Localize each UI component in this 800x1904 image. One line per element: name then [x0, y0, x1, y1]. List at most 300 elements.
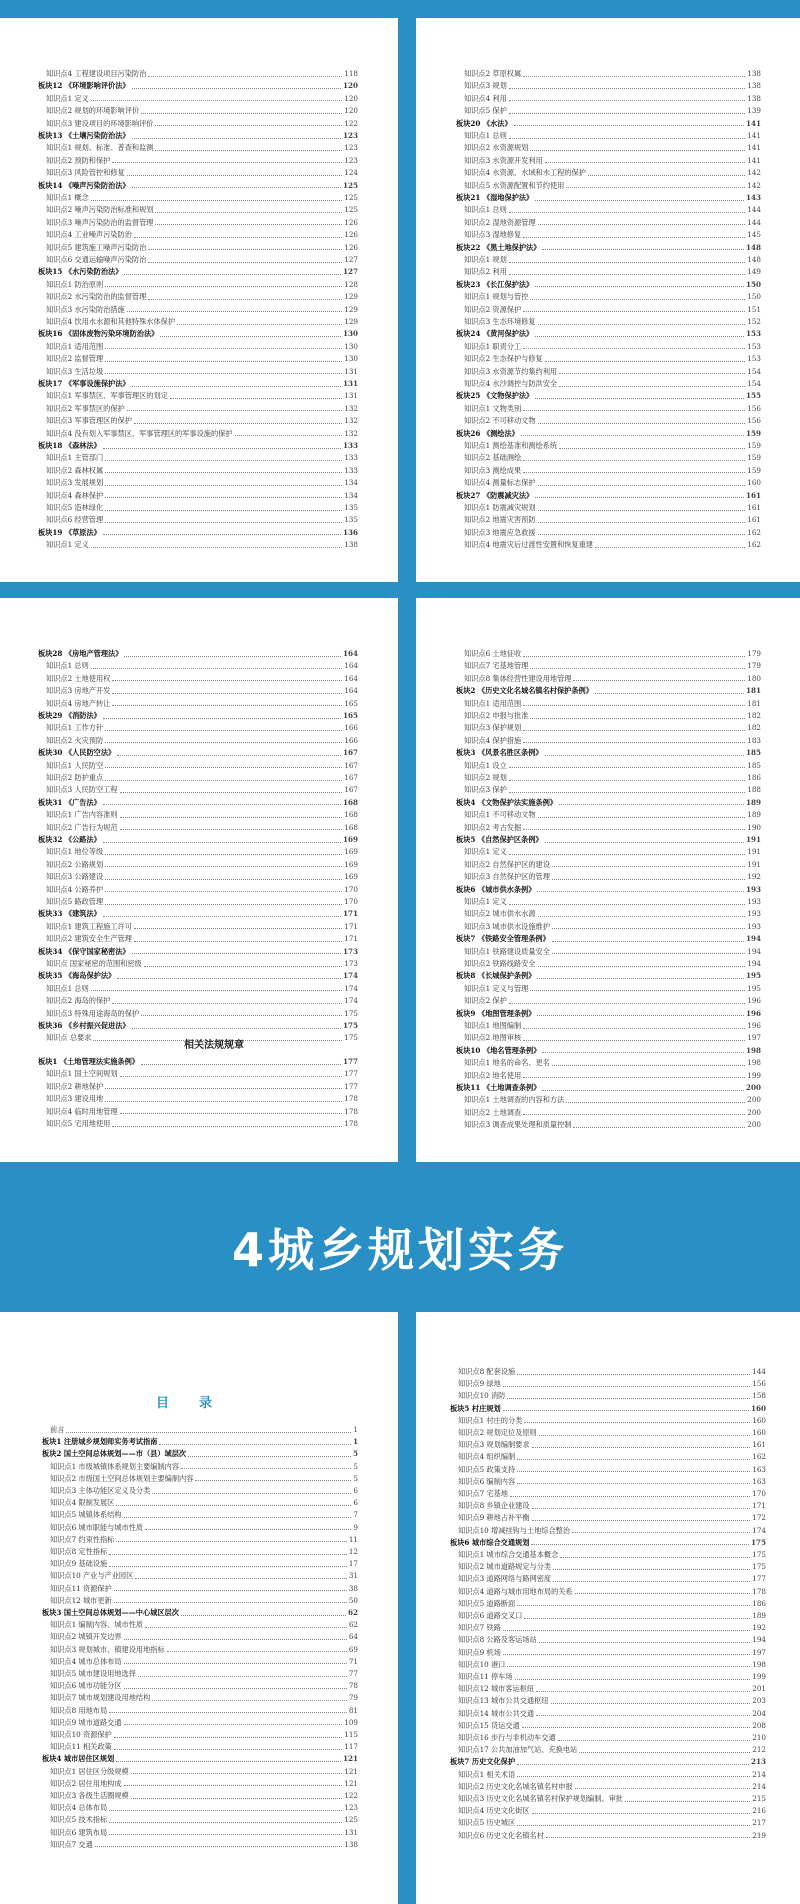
toc-entry-row: [38, 896, 358, 908]
toc-entry-row: [42, 1534, 358, 1546]
toc-entry-title: 知识点1 总则: [46, 661, 89, 671]
toc-page-number: 170: [752, 1489, 766, 1498]
toc-entry-title: 知识点2 海岛的保护: [46, 996, 111, 1006]
toc-page-number: 180: [747, 673, 761, 683]
toc-entry-row: [42, 1583, 358, 1595]
dot-leader: [523, 76, 745, 77]
toc-entry-row: [456, 710, 761, 722]
toc-entry-row: [38, 809, 358, 821]
dot-leader: [538, 485, 746, 486]
toc-entry-title: 知识点2 资源保护: [464, 304, 522, 314]
toc-entry-row: [450, 1659, 766, 1671]
toc-page-number: 160: [750, 1403, 766, 1413]
toc-page-number: 164: [344, 673, 358, 683]
toc-page-number: 162: [747, 527, 761, 537]
toc-section-row: [456, 242, 761, 254]
toc-section-row: [38, 440, 358, 452]
dot-leader: [105, 879, 342, 880]
toc-entry-row: [450, 1781, 766, 1793]
toc-page-number: 166: [344, 735, 358, 745]
toc-section-row: [456, 428, 761, 440]
toc-entry-title: 知识点3 地震应急救援: [464, 527, 536, 537]
toc-page-number: 127: [342, 267, 358, 277]
toc-entry-row: [456, 217, 761, 229]
toc-page-number: 141: [747, 143, 761, 153]
toc-entry-row: [450, 1634, 766, 1646]
toc-page-number: 132: [344, 428, 358, 438]
dot-leader: [560, 1557, 750, 1558]
toc-entry-title: 知识点4 限制发展区: [50, 1498, 115, 1508]
toc-entry-row: [42, 1631, 358, 1643]
dot-leader: [105, 891, 342, 892]
dot-leader: [167, 1651, 347, 1652]
toc-entry-row: [42, 1644, 358, 1656]
toc-section-row: [38, 328, 358, 340]
toc-page-number: 178: [344, 1119, 358, 1128]
toc-entry-title: 知识点1 编制内容、城市性质: [50, 1620, 144, 1630]
toc-page-number: 210: [752, 1733, 766, 1742]
toc-entry-row: [38, 846, 358, 858]
dot-leader: [507, 1398, 750, 1399]
toc-page-number: 153: [745, 329, 761, 339]
toc-section-row: [38, 908, 358, 920]
toc-section-row: [456, 1082, 761, 1094]
toc-entry-title: 知识点4 房地产转让: [46, 698, 111, 708]
toc-entry-title: 知识点1 土地调查的内容和方法: [464, 1095, 565, 1105]
toc-page-number: 138: [344, 540, 358, 550]
dot-leader: [105, 361, 342, 362]
toc-entry-row: [450, 1427, 766, 1439]
toc-entry-title: 知识点4 水资源、水域和水工程的保护: [464, 168, 586, 178]
toc-page-number: 195: [745, 971, 761, 981]
toc-entry-title: 知识点1 设立: [464, 760, 507, 770]
toc-page-number: 194: [752, 1635, 766, 1645]
toc-entry-title: 板块1 注册城乡规划师实务考试指南: [42, 1437, 158, 1447]
toc-entry-row: [456, 722, 761, 734]
toc-entry-title: 知识点3 噪声污染防治的监督管理: [46, 217, 154, 227]
toc-page-number: 133: [342, 441, 358, 450]
toc-entry-title: 知识点6 经营管理: [46, 515, 104, 525]
toc-entry-row: [42, 1497, 358, 1509]
toc-entry-title: 板块27 《防震减灾法》: [456, 490, 534, 500]
toc-page-number: 135: [344, 515, 358, 525]
dot-leader: [155, 150, 342, 151]
toc-page-number: 179: [747, 661, 761, 671]
toc-entry-title: 知识点5 政策支持: [458, 1464, 516, 1474]
toc-entry-title: 板块2 国土空间总体规划——市（县）域层次: [42, 1449, 187, 1459]
toc-entry-row: [38, 983, 358, 995]
toc-entry-row: [38, 192, 358, 204]
dot-leader: [517, 1459, 750, 1460]
toc-entry-title: 知识点2 军事禁区的保护: [46, 403, 125, 413]
toc-entry-row: [42, 1558, 358, 1570]
toc-page-6: [416, 1312, 800, 1904]
toc-entry-title: 知识点10 产业与产业园区: [50, 1571, 134, 1581]
dot-leader: [545, 361, 746, 362]
toc-page-number: 214: [752, 1781, 766, 1791]
dot-leader: [117, 978, 341, 979]
toc-entry-title: 板块28 《房地产管理法》: [38, 649, 123, 658]
toc-entry-title: 知识点2 市级国土空间总体规划主要编制内容: [50, 1473, 194, 1483]
toc-entry-title: 知识点3 城市供水设施维护: [464, 921, 550, 931]
toc-entry-row: [456, 673, 761, 685]
toc-entry-row: [42, 1778, 358, 1790]
dot-leader: [91, 547, 342, 548]
toc-page-number: 168: [342, 797, 358, 807]
toc-entry-title: 知识点2 城市道路规定与分类: [458, 1562, 552, 1572]
toc-section-row: [456, 279, 761, 291]
dot-leader: [127, 175, 343, 176]
toc-page-number: 182: [747, 711, 761, 720]
toc-entry-title: 知识点1 不可移动文物: [464, 810, 536, 820]
toc-page-number: 133: [344, 465, 358, 475]
toc-entry-row: [456, 539, 761, 551]
toc-entry-title: 知识点3 各级生活圈规模: [50, 1791, 129, 1800]
toc-entry-row: [450, 1366, 766, 1378]
toc-entry-row: [456, 68, 761, 80]
toc-entry-row: [38, 871, 358, 883]
dot-leader: [112, 162, 342, 163]
dot-leader: [105, 373, 342, 374]
dot-leader: [124, 1785, 343, 1786]
dot-leader: [105, 522, 342, 523]
toc-entry-row: [38, 142, 358, 154]
toc-entry-title: 知识点1 定义: [464, 897, 507, 906]
toc-page-number: 154: [747, 366, 761, 376]
toc-entry-row: [38, 477, 358, 489]
toc-entry-row: [450, 1732, 766, 1744]
toc-page-number: 161: [747, 503, 761, 512]
dot-leader: [120, 1113, 343, 1114]
toc-page-number: 156: [747, 403, 761, 413]
toc-entry-title: 知识点1 防震减灾规划: [464, 503, 536, 512]
toc-page-number: 126: [344, 230, 358, 240]
toc-entry-title: 知识点5 宅用地使用: [46, 1119, 111, 1128]
toc-entry-row: [456, 465, 761, 477]
toc-entry-title: 知识点3 建设用地: [46, 1094, 104, 1104]
toc-page-number: 5: [353, 1461, 358, 1471]
toc-entry-title: 知识点4 水沙调控与防洪安全: [464, 379, 558, 388]
toc-page-number: 132: [344, 403, 358, 413]
dot-leader: [112, 705, 342, 706]
toc-entry-title: 知识点3 自然保护区的管理: [464, 872, 550, 882]
toc-page-number: 153: [747, 354, 761, 364]
toc-page-number: 11: [348, 1534, 358, 1544]
dot-leader: [159, 1444, 351, 1445]
toc-entry-row: [456, 983, 761, 995]
toc-entry-row: [456, 93, 761, 105]
dot-leader: [131, 1798, 343, 1799]
toc-entry-title: 知识点1 主管部门: [46, 453, 104, 463]
toc-entry-row: [450, 1549, 766, 1561]
toc-page-number: 196: [747, 1021, 761, 1030]
toc-entry-title: 知识点1 地图编制: [464, 1021, 522, 1030]
toc-entry-row: [38, 660, 358, 672]
toc-entry-title: 知识点1 文物类别: [464, 403, 522, 413]
toc-entry-row: [38, 722, 358, 734]
dot-leader: [538, 817, 746, 818]
toc-entry-title: 板块6 《城市供水条例》: [456, 884, 536, 894]
toc-entry-title: 知识点1 市级城镇体系规划主要编制内容: [50, 1461, 180, 1471]
toc-page-number: 5: [353, 1473, 358, 1483]
dot-leader: [538, 522, 746, 523]
toc-entry-title: 知识点2 公路规划: [46, 859, 104, 869]
toc-entry-row: [42, 1656, 358, 1668]
toc-page-number: 130: [344, 341, 358, 351]
dot-leader: [120, 817, 343, 818]
toc-page-number: 163: [752, 1476, 766, 1486]
dot-leader: [538, 916, 746, 917]
dot-leader: [559, 386, 745, 387]
toc-entry-row: [456, 229, 761, 241]
toc-page-number: 135: [344, 503, 358, 512]
dot-leader: [532, 1520, 751, 1521]
dot-leader: [148, 299, 342, 300]
toc-entry-title: 知识点 总要求: [46, 1033, 92, 1043]
toc-page-number: 138: [747, 81, 761, 91]
toc-page-number: 192: [747, 872, 761, 882]
toc-entry-title: 知识点2 申报与批准: [464, 711, 529, 720]
toc-entry-row: [38, 502, 358, 514]
dot-leader: [134, 423, 342, 424]
dot-leader: [509, 88, 745, 89]
toc-page-number: 121: [344, 1778, 358, 1788]
toc-entry-row: [456, 353, 761, 365]
toc-page-number: 192: [752, 1623, 766, 1633]
toc-section-row: [38, 747, 358, 759]
toc-entry-title: 知识点9 城市道路交通: [50, 1717, 122, 1727]
dot-leader: [503, 1654, 750, 1655]
toc-entry-title: 知识点5 路政管理: [46, 897, 104, 906]
toc-entry-title: 知识点6 编制内容: [458, 1476, 516, 1486]
toc-entry-title: 知识点2 耕地保护: [46, 1081, 104, 1091]
toc-page-number: 171: [752, 1501, 766, 1511]
toc-page-number: 168: [344, 810, 358, 820]
toc-entry-title: 知识点6 城市职能与城市性质: [50, 1522, 144, 1532]
dot-leader: [120, 1076, 343, 1077]
dot-leader: [530, 990, 745, 991]
toc-entry-title: 知识点6 建筑布局: [50, 1827, 108, 1837]
toc-entry-title: 知识点8 集体经营性建设用地管理: [464, 673, 572, 683]
dot-leader: [195, 1480, 351, 1481]
toc-entry-row: [450, 1586, 766, 1598]
toc-page-number: 12: [348, 1547, 358, 1556]
toc-entry-row: [38, 353, 358, 365]
toc-entry-title: 知识点1 建筑工程施工许可: [46, 921, 132, 931]
toc-entry-row: [456, 527, 761, 539]
toc-entry-row: [42, 1680, 358, 1692]
toc-entry-title: 知识点5 保护: [464, 106, 507, 116]
toc-entry-row: [38, 105, 358, 117]
dot-leader: [95, 1846, 342, 1847]
toc-entry-title: 知识点4 没有划入军事禁区、军事管理区的军事设施的保护: [46, 428, 233, 438]
dot-leader: [103, 916, 341, 917]
toc-entry-title: 知识点5 道路断面: [458, 1598, 516, 1608]
dot-leader: [566, 187, 745, 188]
dot-leader: [552, 928, 745, 929]
toc-entry-row: [42, 1424, 358, 1436]
toc-entry-title: 知识点1 相关术语: [458, 1769, 516, 1779]
toc-entry-row: [38, 772, 358, 784]
toc-entry-row: [38, 229, 358, 241]
toc-page-number: 129: [344, 292, 358, 302]
toc-entry-title: 知识点3 湿地修复: [464, 230, 522, 240]
toc-page-number: 215: [752, 1794, 766, 1803]
toc-page-number: 125: [344, 1815, 358, 1825]
toc-page-number: 188: [747, 785, 761, 795]
toc-entry-row: [456, 266, 761, 278]
dot-leader: [523, 472, 745, 473]
toc-page-number: 156: [747, 416, 761, 426]
toc-entry-row: [456, 452, 761, 464]
toc-entry-row: [450, 1769, 766, 1781]
dot-leader: [116, 1761, 341, 1762]
toc-page-number: 177: [752, 1574, 766, 1584]
toc-entry-title: 知识点7 宅基地: [458, 1489, 508, 1498]
toc-page-number: 165: [342, 711, 358, 720]
toc-entry-row: [456, 378, 761, 390]
toc-entry-title: 板块35 《海岛保护法》: [38, 971, 116, 981]
dot-leader: [181, 1468, 351, 1469]
dot-leader: [538, 534, 746, 535]
toc-entry-title: 知识点2 历史文化名城名镇名村申报: [458, 1781, 573, 1791]
toc-section-row: [42, 1753, 358, 1765]
toc-entry-title: 知识点2 规划定位及原则: [458, 1428, 537, 1437]
dot-leader: [114, 1602, 347, 1603]
toc-page-number: 168: [344, 822, 358, 832]
dot-leader: [109, 1712, 347, 1713]
dot-leader: [132, 1028, 341, 1029]
dot-leader: [91, 990, 342, 991]
dot-leader: [148, 249, 342, 250]
toc-entry-row: [38, 93, 358, 105]
toc-page-number: 175: [344, 1008, 358, 1018]
toc-entry-title: 知识点2 水资源规划: [464, 143, 529, 153]
dot-leader: [124, 1688, 347, 1689]
dot-leader: [523, 730, 745, 731]
toc-entry-title: 知识点16 步行与非机动车交通: [458, 1733, 556, 1742]
toc-page-number: 200: [745, 1083, 761, 1092]
toc-entry-row: [450, 1830, 766, 1842]
toc-entry-title: 板块13 《土壤污染防治法》: [38, 131, 130, 140]
toc-entry-title: 知识点4 城市总体布局: [50, 1656, 122, 1666]
toc-entry-title: 知识点2 广告行为规范: [46, 822, 118, 832]
dot-leader: [531, 1544, 749, 1545]
toc-page-number: 174: [342, 971, 358, 981]
toc-entry-title: 知识点14 城市公共交通: [458, 1708, 535, 1718]
toc-page-number: 50: [348, 1595, 358, 1605]
toc-page-number: 121: [344, 1766, 358, 1776]
toc-entry-title: 知识点10 增减挂钩与土地综合整治: [458, 1525, 571, 1535]
dot-leader: [537, 1015, 744, 1016]
toc-page-number: 201: [752, 1684, 766, 1694]
toc-entry-title: 知识点6 交通运输噪声污染防治: [46, 255, 147, 264]
dot-leader: [522, 1727, 751, 1728]
toc-page-number: 175: [752, 1550, 766, 1559]
toc-entry-title: 知识点9 绿地: [458, 1379, 501, 1389]
toc-entry-title: 知识点5 建筑施工噪声污染防治: [46, 242, 147, 252]
dot-leader: [539, 1435, 751, 1436]
toc-entry-row: [38, 366, 358, 378]
toc-entry-row: [42, 1814, 358, 1826]
dot-leader: [515, 1679, 751, 1680]
toc-page-number: 186: [747, 773, 761, 782]
toc-page-number: 196: [747, 996, 761, 1006]
toc-page-number: 159: [747, 453, 761, 463]
toc-page-number: 173: [342, 946, 358, 956]
dot-leader: [517, 1471, 750, 1472]
toc-entry-title: 知识点3 风险管控和修复: [46, 168, 125, 178]
toc-entry-title: 知识点4 测量标志保护: [464, 478, 536, 488]
toc-page-number: 145: [747, 230, 761, 240]
toc-section-row: [450, 1756, 766, 1768]
toc-page-number: 131: [344, 391, 358, 401]
toc-entry-title: 知识点2 规划: [464, 773, 507, 782]
toc-page-number: 200: [747, 1120, 761, 1130]
dot-leader: [553, 1581, 750, 1582]
toc-entry-title: 知识点5 历史城区: [458, 1818, 516, 1828]
dot-leader: [517, 1764, 749, 1765]
dot-leader: [523, 460, 745, 461]
toc-entry-row: [450, 1500, 766, 1512]
toc-entry-title: 板块33 《建筑法》: [38, 909, 101, 919]
toc-entry-row: [38, 958, 358, 970]
toc-entry-row: [450, 1573, 766, 1585]
dot-leader: [546, 1837, 750, 1838]
toc-section-row: [450, 1537, 766, 1549]
toc-page-number: 197: [747, 1033, 761, 1043]
toc-entry-title: 板块34 《保守国家秘密法》: [38, 946, 130, 956]
dot-leader: [112, 693, 342, 694]
toc-entry-title: 知识点13 城市公共交通枢纽: [458, 1696, 549, 1706]
toc-entry-title: 知识点1 适用范围: [464, 698, 522, 708]
toc-entry-row: [456, 1070, 761, 1082]
toc-section-row: [38, 80, 358, 92]
toc-page-number: 178: [344, 1094, 358, 1104]
toc-entry-title: 知识点5 城市建设用地选择: [50, 1669, 136, 1678]
dot-leader: [523, 656, 745, 657]
toc-entry-row: [450, 1390, 766, 1402]
toc-entry-title: 知识点2 土地调查: [464, 1107, 522, 1117]
toc-page-number: 200: [747, 1095, 761, 1105]
toc-entry-title: 知识点3 生活垃圾: [46, 366, 104, 376]
toc-entry-row: [38, 204, 358, 216]
dot-leader: [509, 113, 745, 114]
toc-page-number: 71: [348, 1656, 358, 1666]
toc-entry-title: 板块9 《地图管理条例》: [456, 1008, 536, 1018]
toc-section-row: [456, 1008, 761, 1020]
toc-entry-title: 知识点2 利用: [464, 267, 507, 277]
dot-leader: [523, 237, 745, 238]
dot-leader: [112, 680, 342, 681]
toc-entry-title: 知识点6 土地征收: [464, 649, 522, 658]
dot-leader: [552, 941, 744, 942]
dot-leader: [509, 780, 745, 781]
dot-leader: [124, 1663, 347, 1664]
toc-entry-title: 知识点4 饮用水水源和其他特殊水体保护: [46, 317, 176, 326]
dot-leader: [112, 1126, 342, 1127]
toc-page-number: 144: [752, 1367, 766, 1376]
toc-entry-title: 知识点3 保护: [464, 785, 507, 795]
toc-entry-row: [38, 217, 358, 229]
toc-entry-row: [450, 1464, 766, 1476]
toc-entry-row: [42, 1595, 358, 1607]
toc-entry-row: [38, 673, 358, 685]
toc-page-number: 174: [344, 996, 358, 1006]
toc-entry-row: [456, 908, 761, 920]
toc-entry-title: 知识点6 城市功能分区: [50, 1681, 122, 1691]
toc-entry-row: [450, 1805, 766, 1817]
